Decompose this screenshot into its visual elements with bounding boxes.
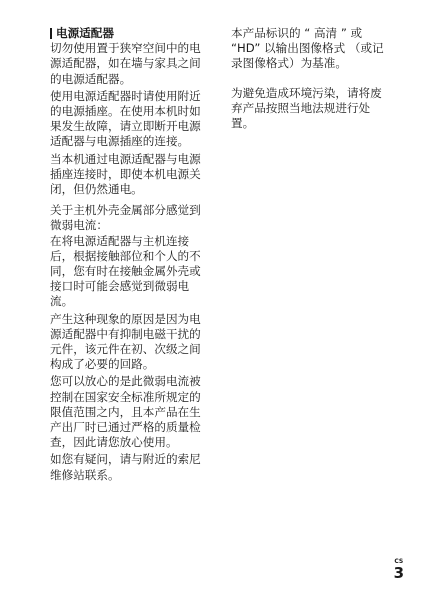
paragraph: 当本机通过电源适配器与电源插座连接时，即使本机电源关闭，但仍然通电。 (50, 151, 201, 197)
left-column (50, 26, 212, 483)
language-code: CS (394, 558, 404, 565)
page-footer (394, 558, 404, 581)
heading-marker (50, 28, 52, 39)
paragraph: 为避免造成环境污染，请将废弃产品按照当地法规进行处置。 (231, 85, 382, 131)
paragraph: 本产品标识的 “ 高清 ” 或 “HD” 以输出图像格式 （或记录图像格式）为基准。 (231, 26, 384, 71)
right-column (231, 26, 391, 131)
heading-text: 电源适配器 (56, 26, 114, 40)
subheading: 关于主机外壳金属部分感觉到微弱电流： (50, 203, 201, 233)
section-heading (50, 26, 212, 41)
paragraph: 产生这种现象的原因是因为电源适配器中有抑制电磁干扰的元件，该元件在初、次级之间构成了必要的回路。 (50, 311, 201, 372)
page-number: 3 (393, 564, 404, 582)
paragraph: 使用电源适配器时请使用附近的电源插座。在使用本机时如果发生故障，请立即断开电源适配器与电源插座的连接。 (50, 88, 201, 149)
paragraph: 在将电源适配器与主机连接后，根据接触部位和个人的不同，您有时在接触金属外壳或接口时可能会感觉到微弱电流。 (50, 233, 201, 309)
paragraph: 您可以放心的是此微弱电流被控制在国家安全标准所规定的限值范围之内，且本产品在生产出厂时已通过严格的质量检查，因此请您放心使用。 (50, 374, 201, 450)
paragraph: 如您有疑问，请与附近的索尼维修站联系。 (50, 452, 201, 482)
paragraph: 切勿使用置于狭窄空间中的电源适配器，如在墙与家具之间的电源适配器。 (50, 41, 201, 86)
